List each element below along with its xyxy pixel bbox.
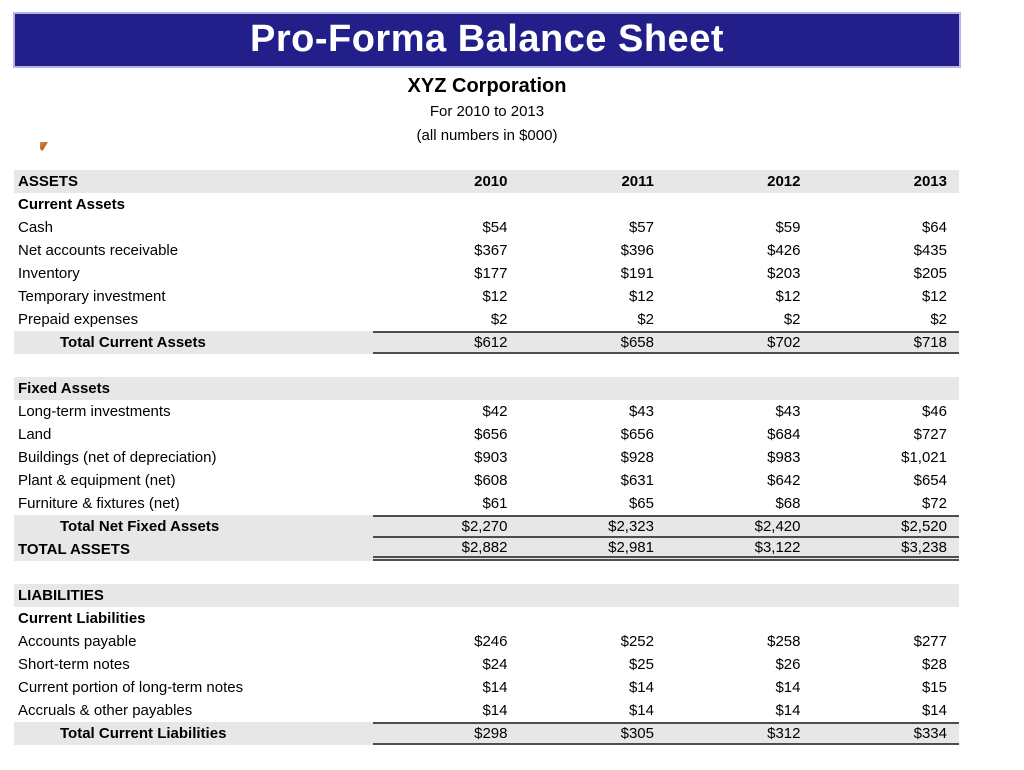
value-cell: $12 xyxy=(775,288,801,305)
value-cell: $654 xyxy=(913,472,947,489)
value-cell: $2 xyxy=(490,311,508,328)
table-row xyxy=(14,377,959,400)
table-row xyxy=(14,216,959,239)
value-cell xyxy=(813,377,960,400)
value-cell: $68 xyxy=(775,495,801,512)
row-label: Land xyxy=(18,426,52,443)
value-cell: $642 xyxy=(767,472,801,489)
table-row xyxy=(14,469,959,492)
value-cell: $46 xyxy=(921,403,947,420)
table-row xyxy=(14,607,959,630)
company-name: XYZ Corporation xyxy=(407,75,567,97)
value-cell: $612 xyxy=(474,334,508,351)
value-cell: $2 xyxy=(637,311,654,328)
value-cell: $246 xyxy=(474,633,508,650)
table-row xyxy=(14,699,959,722)
row-label: Buildings (net of depreciation) xyxy=(18,449,217,466)
value-cell: $64 xyxy=(921,219,947,236)
value-cell: $42 xyxy=(482,403,508,420)
spacer-row xyxy=(14,354,959,377)
value-cell: $57 xyxy=(628,219,654,236)
value-cell: 2013 xyxy=(913,173,947,190)
value-cell xyxy=(373,584,520,607)
row-values xyxy=(373,492,959,515)
value-cell: $203 xyxy=(767,265,801,282)
row-values xyxy=(373,216,959,239)
value-cell: $727 xyxy=(913,426,947,443)
table-row xyxy=(14,193,959,216)
value-cell xyxy=(813,193,960,216)
value-cell: $14 xyxy=(921,702,947,719)
value-cell: $903 xyxy=(474,449,508,466)
value-cell: $3,122 xyxy=(754,538,801,556)
value-cell: $3,238 xyxy=(901,538,947,556)
title-banner xyxy=(13,12,961,68)
value-cell xyxy=(520,607,667,630)
units-note: (all numbers in $000) xyxy=(416,127,558,144)
value-cell: $2,420 xyxy=(754,518,801,535)
row-values xyxy=(373,722,959,745)
table-row xyxy=(14,584,959,607)
value-cell: $205 xyxy=(913,265,947,282)
value-cell: $2,323 xyxy=(608,518,654,535)
row-values xyxy=(373,377,959,400)
value-cell: $718 xyxy=(913,334,947,351)
value-cell: $656 xyxy=(474,426,508,443)
value-cell: $26 xyxy=(775,656,801,673)
table-row xyxy=(14,285,959,308)
value-cell: $658 xyxy=(620,334,654,351)
value-cell: $72 xyxy=(921,495,947,512)
row-label: Current Liabilities xyxy=(18,610,146,627)
balance-sheet-table xyxy=(14,170,959,745)
row-values xyxy=(373,170,959,193)
value-cell: $43 xyxy=(775,403,801,420)
value-cell: $684 xyxy=(767,426,801,443)
row-values xyxy=(373,400,959,423)
table-row xyxy=(14,400,959,423)
value-cell: $14 xyxy=(775,679,801,696)
value-cell: $258 xyxy=(767,633,801,650)
row-label: Total Current Assets xyxy=(60,334,206,351)
row-label: Long-term investments xyxy=(18,403,171,420)
value-cell: $25 xyxy=(628,656,654,673)
value-cell: $12 xyxy=(921,288,947,305)
value-cell: $28 xyxy=(921,656,947,673)
value-cell: $435 xyxy=(913,242,947,259)
row-values xyxy=(373,308,959,331)
subtitle-block xyxy=(13,74,961,148)
table-row xyxy=(14,423,959,446)
row-values xyxy=(373,331,959,354)
value-cell: 2010 xyxy=(474,173,508,190)
value-cell: $24 xyxy=(482,656,508,673)
row-label: Accounts payable xyxy=(18,633,137,650)
row-label: Fixed Assets xyxy=(18,380,110,397)
value-cell: $14 xyxy=(482,702,508,719)
table-row xyxy=(14,515,959,538)
value-cell: $334 xyxy=(913,725,947,742)
value-cell: $277 xyxy=(913,633,947,650)
value-cell xyxy=(813,607,960,630)
value-cell: $631 xyxy=(620,472,654,489)
row-label: Temporary investment xyxy=(18,288,166,305)
value-cell: $1,021 xyxy=(901,449,947,466)
value-cell: $14 xyxy=(628,679,654,696)
value-cell xyxy=(520,584,667,607)
row-label: Short-term notes xyxy=(18,656,130,673)
row-label: TOTAL ASSETS xyxy=(18,541,130,558)
table-row xyxy=(14,308,959,331)
row-label: Total Current Liabilities xyxy=(60,725,227,742)
row-values xyxy=(373,285,959,308)
row-values xyxy=(373,239,959,262)
value-cell: $656 xyxy=(620,426,654,443)
value-cell xyxy=(666,193,813,216)
row-values xyxy=(373,446,959,469)
value-cell: $312 xyxy=(767,725,801,742)
value-cell: $191 xyxy=(620,265,654,282)
table-row xyxy=(14,492,959,515)
row-values xyxy=(373,630,959,653)
row-values xyxy=(373,193,959,216)
value-cell xyxy=(666,584,813,607)
table-row xyxy=(14,538,959,561)
value-cell: $12 xyxy=(628,288,654,305)
value-cell: $14 xyxy=(775,702,801,719)
value-cell: $61 xyxy=(482,495,508,512)
row-values xyxy=(373,584,959,607)
value-cell: $43 xyxy=(628,403,654,420)
value-cell: $14 xyxy=(628,702,654,719)
row-values xyxy=(373,262,959,285)
table-row xyxy=(14,653,959,676)
value-cell: $367 xyxy=(474,242,508,259)
value-cell: $305 xyxy=(620,725,654,742)
table-row xyxy=(14,630,959,653)
value-cell xyxy=(373,377,520,400)
value-cell: $2 xyxy=(930,311,947,328)
value-cell: 2011 xyxy=(621,173,654,190)
value-cell: $426 xyxy=(767,242,801,259)
value-cell: $928 xyxy=(620,449,654,466)
value-cell: $2,520 xyxy=(901,518,947,535)
value-cell xyxy=(373,607,520,630)
row-label: Inventory xyxy=(18,265,80,282)
table-row xyxy=(14,262,959,285)
value-cell xyxy=(813,584,960,607)
report-period: For 2010 to 2013 xyxy=(429,103,545,120)
row-values xyxy=(373,607,959,630)
row-label: Current portion of long-term notes xyxy=(18,679,244,696)
value-cell xyxy=(666,377,813,400)
value-cell: $396 xyxy=(620,242,654,259)
row-label: Plant & equipment (net) xyxy=(18,472,176,489)
row-label: LIABILITIES xyxy=(18,587,104,604)
row-label: Furniture & fixtures (net) xyxy=(18,495,180,512)
spacer-row xyxy=(14,561,959,584)
value-cell: $59 xyxy=(775,219,801,236)
value-cell: $14 xyxy=(482,679,508,696)
row-values xyxy=(373,469,959,492)
value-cell: $608 xyxy=(474,472,508,489)
value-cell xyxy=(666,607,813,630)
value-cell: $252 xyxy=(620,633,654,650)
table-row xyxy=(14,446,959,469)
row-values xyxy=(373,676,959,699)
table-row xyxy=(14,331,959,354)
table-row xyxy=(14,239,959,262)
table-row xyxy=(14,722,959,745)
value-cell: $12 xyxy=(482,288,508,305)
value-cell: $983 xyxy=(767,449,801,466)
value-cell: $2,882 xyxy=(461,538,508,556)
value-cell: $2 xyxy=(783,311,801,328)
row-values xyxy=(373,423,959,446)
row-label: Net accounts receivable xyxy=(18,242,179,259)
table-row xyxy=(14,170,959,193)
value-cell xyxy=(373,193,520,216)
row-label: Prepaid expenses xyxy=(18,311,139,328)
row-values xyxy=(373,653,959,676)
page-title: Pro-Forma Balance Sheet xyxy=(250,18,724,60)
row-values xyxy=(373,538,959,561)
value-cell: 2012 xyxy=(767,173,801,190)
row-label: Current Assets xyxy=(18,196,125,213)
value-cell: $65 xyxy=(628,495,654,512)
row-values xyxy=(373,699,959,722)
value-cell xyxy=(520,377,667,400)
value-cell: $702 xyxy=(767,334,801,351)
value-cell: $298 xyxy=(474,725,508,742)
row-label: Total Net Fixed Assets xyxy=(60,518,220,535)
row-label: Cash xyxy=(18,219,54,236)
value-cell: $177 xyxy=(474,265,508,282)
table-row xyxy=(14,676,959,699)
value-cell: $54 xyxy=(482,219,508,236)
row-values xyxy=(373,515,959,538)
value-cell xyxy=(520,193,667,216)
row-label: ASSETS xyxy=(18,173,79,190)
row-label: Accruals & other payables xyxy=(18,702,193,719)
value-cell: $15 xyxy=(921,679,947,696)
value-cell: $2,981 xyxy=(608,538,654,556)
value-cell: $2,270 xyxy=(461,518,508,535)
